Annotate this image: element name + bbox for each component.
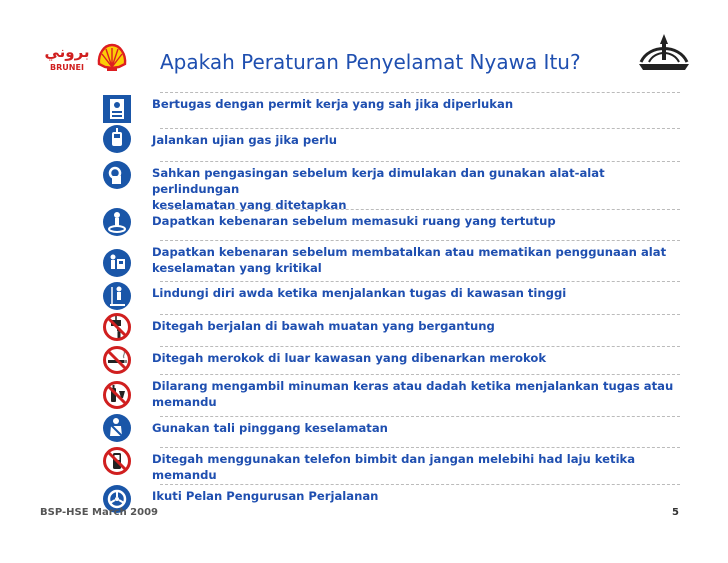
- rule-text: [152, 165, 692, 213]
- row-divider: [160, 416, 680, 417]
- row-divider: [160, 240, 680, 241]
- rule-text-line: Ditegah berjalan di bawah muatan yang bergantung: [152, 319, 495, 333]
- rule-text-line: Sahkan pengasingan sebelum kerja dimulakan dan gunakan alat-alat perlindungan: [152, 166, 605, 196]
- rule-text-line: Bertugas dengan permit kerja yang sah jika diperlukan: [152, 97, 514, 111]
- rule-text-line: Jalankan ujian gas jika perlu: [152, 133, 338, 147]
- rule-text-line: Ikuti Pelan Pengurusan Perjalanan: [152, 489, 379, 503]
- row-divider: [160, 209, 680, 210]
- row-divider: [160, 314, 680, 315]
- rule-text: [152, 285, 692, 301]
- rule-text-line: keselamatan yang ditetapkan: [152, 198, 347, 212]
- row-divider: [160, 128, 680, 129]
- rule-text: [152, 244, 692, 276]
- override-safety-icon: [102, 248, 132, 278]
- suspended-load-icon: [102, 312, 132, 342]
- rule-text: [152, 318, 692, 334]
- rule-text: [152, 132, 692, 148]
- brunei-shell-logo: [40, 40, 94, 74]
- gas-test-icon: [102, 124, 132, 154]
- brunei-logo-script: بروني: [44, 43, 90, 61]
- brunei-logo-text: BRUNEI: [50, 63, 84, 72]
- rule-text: [152, 213, 692, 229]
- work-permit-icon: [102, 94, 132, 124]
- emblem-logo: [635, 30, 693, 74]
- row-divider: [160, 92, 680, 93]
- shell-pecten-icon: [95, 40, 129, 74]
- row-divider: [160, 281, 680, 282]
- rule-text: [152, 488, 692, 504]
- work-at-height-icon: [102, 281, 132, 311]
- row-divider: [160, 484, 680, 485]
- isolation-icon: [102, 160, 132, 190]
- rule-text: [152, 96, 692, 112]
- rule-text: [152, 378, 692, 410]
- page-number: 5: [672, 507, 679, 518]
- rule-text-line: Dilarang mengambil minuman keras atau dadah ketika menjalankan tugas atau: [152, 379, 674, 393]
- no-smoking-icon: [102, 345, 132, 375]
- row-divider: [160, 447, 680, 448]
- no-phone-icon: [102, 446, 132, 476]
- page-title: Apakah Peraturan Penyelamat Nyawa Itu?: [160, 50, 581, 74]
- rule-text-line: Dapatkan kebenaran sebelum membatalkan atau mematikan penggunaan alat: [152, 245, 667, 259]
- rule-text: [152, 451, 692, 483]
- rule-text-line: Ditegah menggunakan telefon bimbit dan jangan melebihi had laju ketika memandu: [152, 452, 636, 482]
- footer-label: BSP-HSE March 2009: [40, 507, 159, 518]
- row-divider: [160, 374, 680, 375]
- rule-text-line: Lindungi diri awda ketika menjalankan tugas di kawasan tinggi: [152, 286, 567, 300]
- rule-text: [152, 350, 692, 366]
- confined-space-icon: [102, 207, 132, 237]
- rule-text: [152, 420, 692, 436]
- rule-text-line: keselamatan yang kritikal: [152, 261, 322, 275]
- rule-text-line: Dapatkan kebenaran sebelum memasuki ruang yang tertutup: [152, 214, 556, 228]
- seat-belt-icon: [102, 413, 132, 443]
- row-divider: [160, 346, 680, 347]
- row-divider: [160, 161, 680, 162]
- no-alcohol-icon: [102, 380, 132, 410]
- rule-text-line: Gunakan tali pinggang keselamatan: [152, 421, 388, 435]
- rule-text-line: memandu: [152, 395, 217, 409]
- rule-text-line: Ditegah merokok di luar kawasan yang dibenarkan merokok: [152, 351, 547, 365]
